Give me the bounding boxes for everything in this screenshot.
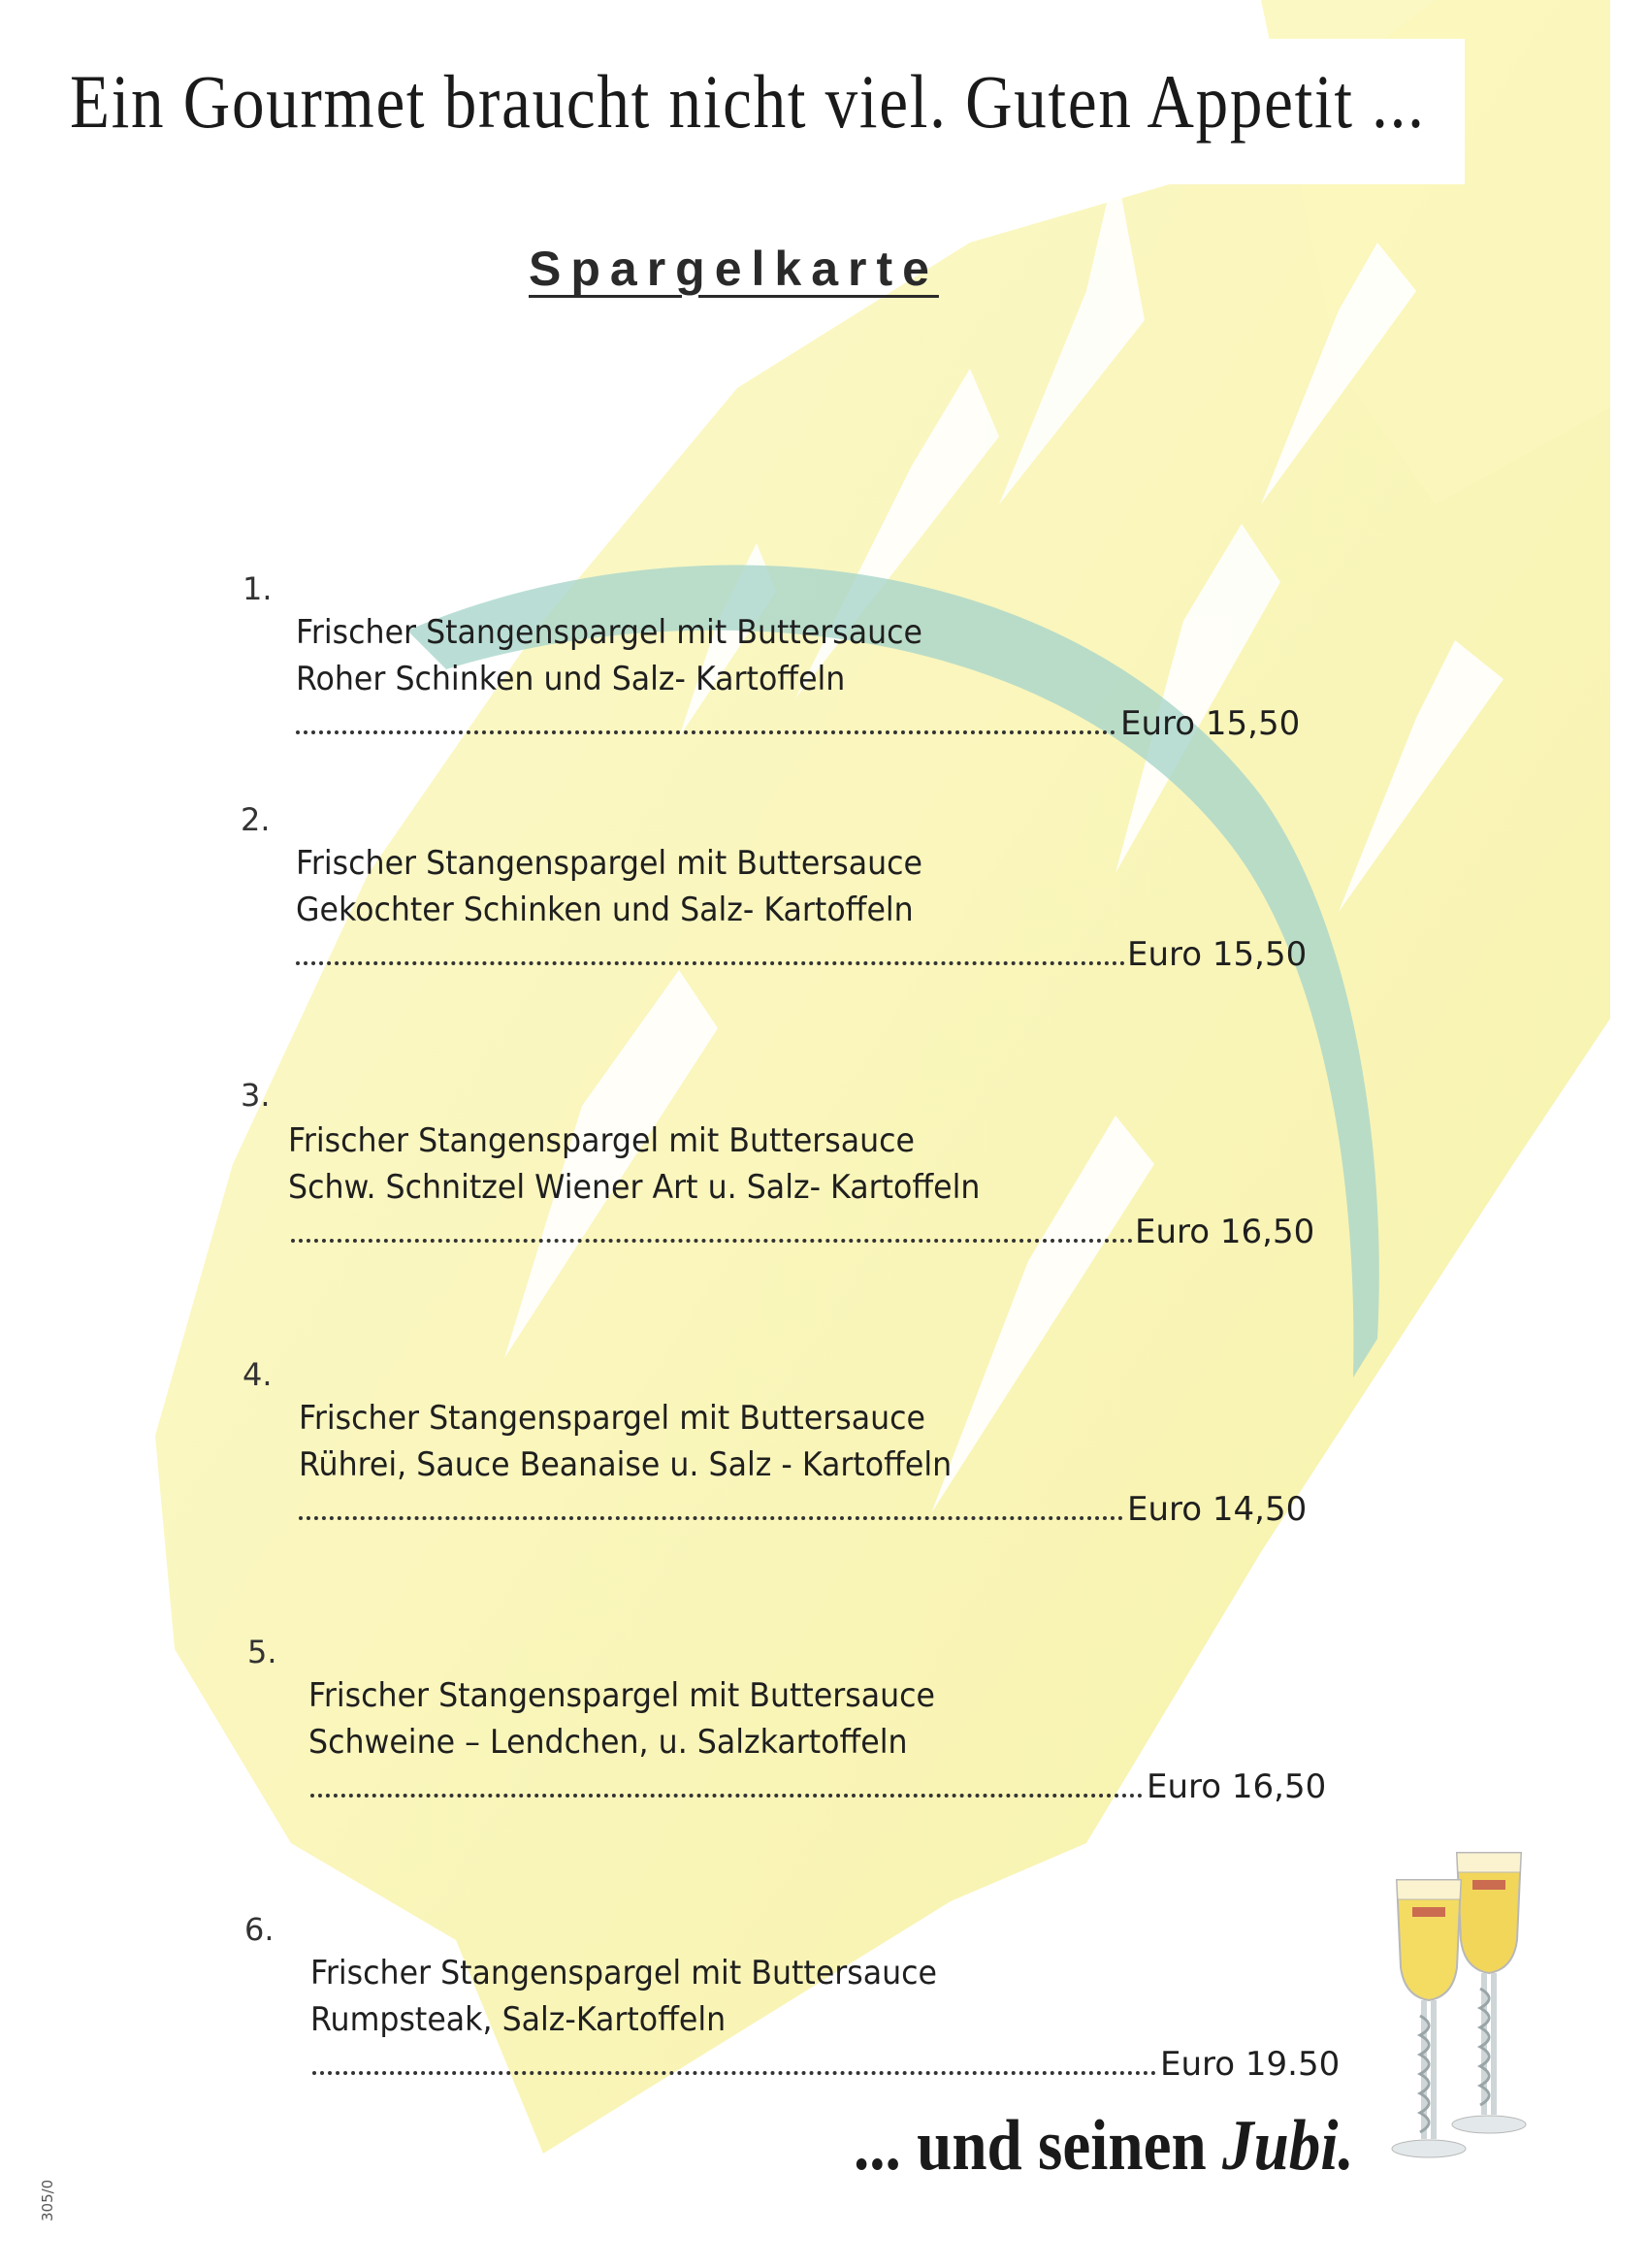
item-price: Euro 19.50 <box>1160 2045 1341 2084</box>
item-price: Euro 15,50 <box>1127 935 1308 974</box>
item-line-2: Roher Schinken und Salz- Kartoffeln <box>296 660 846 698</box>
dot-leader <box>310 1791 1143 1798</box>
dot-leader <box>299 1513 1123 1520</box>
item-price: Euro 14,50 <box>1127 1490 1308 1529</box>
slogan-brand: Jubi. <box>1222 2106 1354 2186</box>
item-price: Euro 16,50 <box>1147 1767 1327 1806</box>
item-line-1: Frischer Stangenspargel mit Buttersauce <box>296 613 923 652</box>
item-number: 5. <box>247 1634 277 1670</box>
item-line-2: Rührei, Sauce Beanaise u. Salz - Kartoffeln <box>299 1445 953 1484</box>
item-number: 1. <box>242 570 273 607</box>
item-line-1: Frischer Stangenspargel mit Buttersauce <box>296 844 923 883</box>
slogan-prefix: ... und seinen <box>854 2106 1223 2186</box>
item-line-2: Rumpsteak, Salz-Kartoffeln <box>310 2000 727 2039</box>
page-headline: Ein Gourmet braucht nicht viel. Guten Appetit ... <box>70 59 1426 144</box>
item-line-1: Frischer Stangenspargel mit Buttersauce <box>299 1399 926 1438</box>
item-price: Euro 16,50 <box>1135 1213 1315 1251</box>
dot-leader <box>312 2068 1156 2075</box>
dot-leader <box>296 728 1116 734</box>
item-line-1: Frischer Stangenspargel mit Buttersauce <box>308 1676 936 1715</box>
print-code: 305/0 <box>39 2179 56 2221</box>
item-line-1: Frischer Stangenspargel mit Buttersauce <box>288 1121 916 1160</box>
glass-front <box>1392 1880 1466 2157</box>
item-number: 2. <box>241 801 271 838</box>
dot-leader <box>291 1236 1133 1243</box>
item-number: 4. <box>242 1356 273 1393</box>
footer-slogan <box>854 2105 1354 2187</box>
item-number: 3. <box>241 1077 271 1114</box>
item-price: Euro 15,50 <box>1120 704 1301 743</box>
item-line-2: Schweine – Lendchen, u. Salzkartoffeln <box>308 1723 908 1762</box>
item-line-1: Frischer Stangenspargel mit Buttersauce <box>310 1954 938 1993</box>
item-line-2: Schw. Schnitzel Wiener Art u. Salz- Kartoffeln <box>288 1168 981 1207</box>
menu-title: Spargelkarte <box>529 242 939 296</box>
dot-leader <box>296 958 1125 965</box>
champagne-glasses-illustration <box>1377 1843 1552 2163</box>
item-line-2: Gekochter Schinken und Salz- Kartoffeln <box>296 891 914 929</box>
glass-back <box>1452 1853 1526 2133</box>
item-number: 6. <box>244 1911 275 1948</box>
